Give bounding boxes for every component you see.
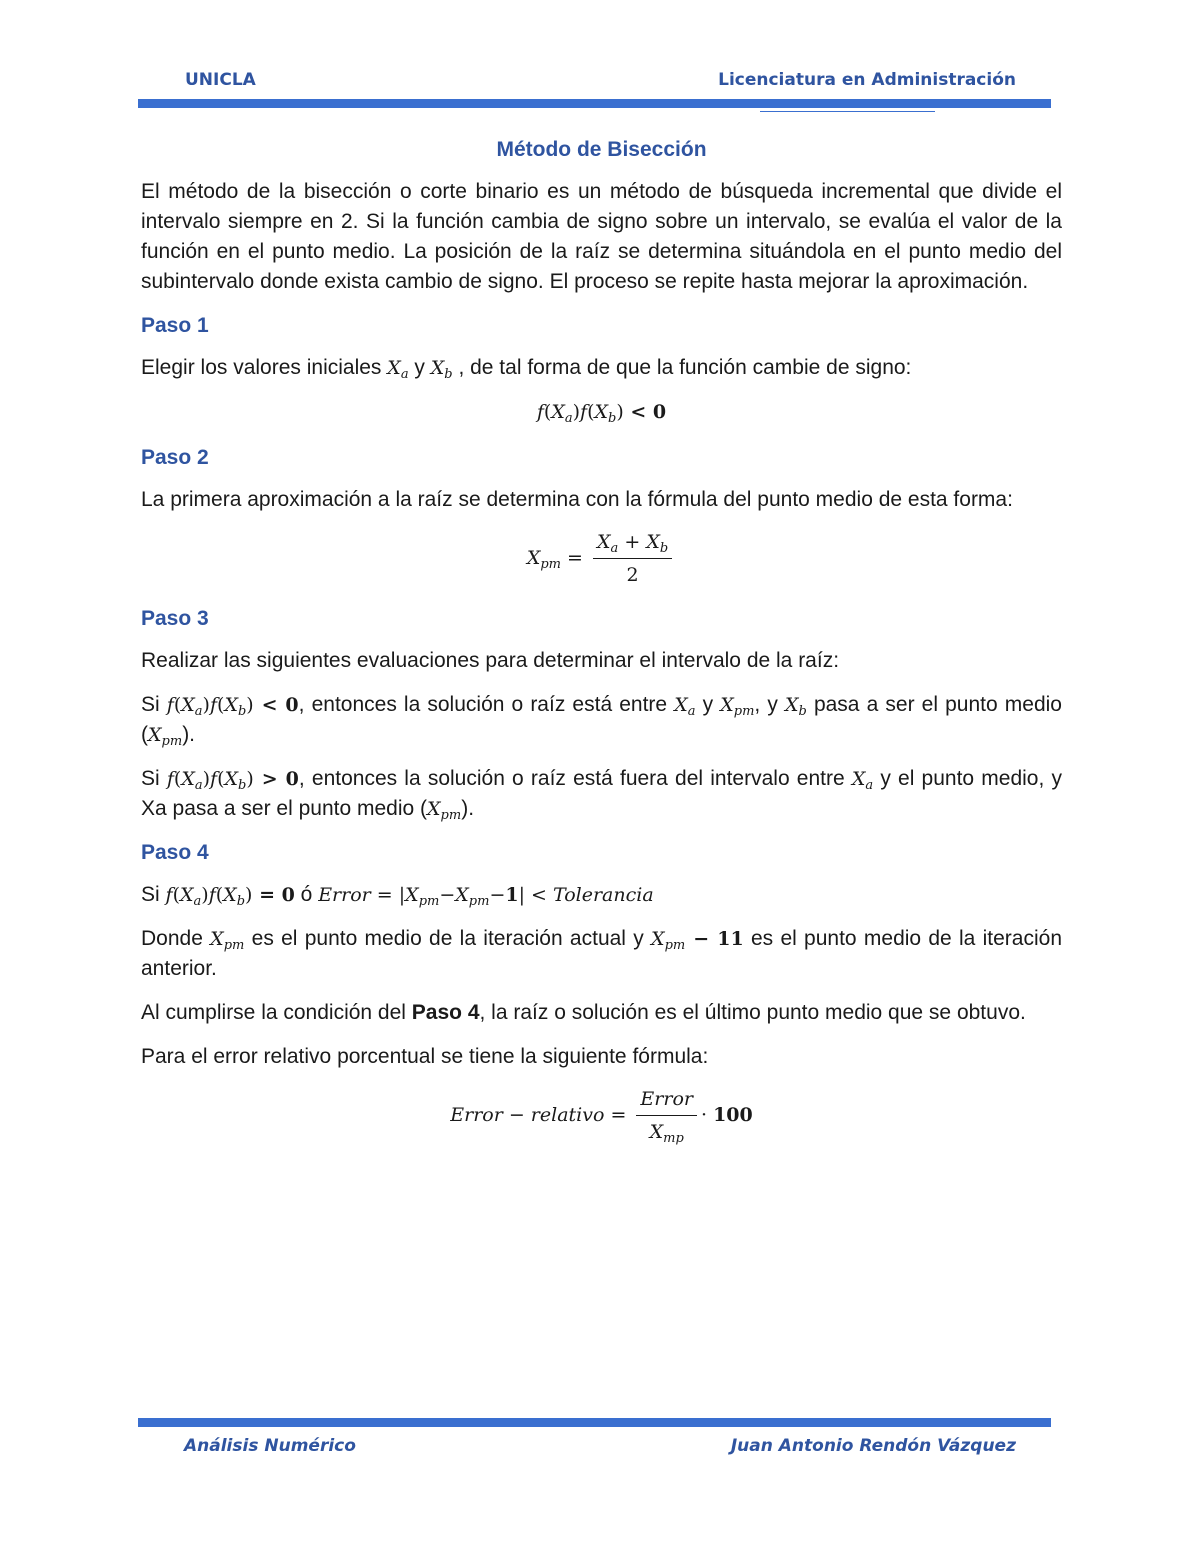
footer-rule-thin bbox=[458, 1421, 661, 1422]
footer-right: Juan Antonio Rendón Vázquez bbox=[730, 1436, 1016, 1456]
intro-paragraph: El método de la bisección o corte binario es un método de búsqueda incremental que divide el intervalo siempre en 2. Si la función cambia de signo sobre un intervalo, se evalúa el valor de la función en el punto medio. La posición de la raíz se determina situándola en el punto medio del subintervalo donde exista cambio de signo. El proceso se repite hasta mejorar la aproximación. bbox=[141, 180, 1062, 293]
step-4-condition: Si $f(X_a)f(X_b) = 0$ ó Error = $|X_{pm}-X_{pm}-1|$ < Tolerancia bbox=[141, 883, 654, 909]
step-3-heading: Paso 3 bbox=[141, 607, 209, 630]
header-left: UNICLA bbox=[185, 70, 256, 90]
step-4-conclusion: Al cumplirse la condición del Paso 4, la raíz o solución es el último punto medio que se obtuvo. bbox=[141, 1001, 1026, 1024]
relative-error-formula: Error − relativo = $\frac{\text{Error}}{X_{mp}}$ · 100 bbox=[450, 1088, 753, 1146]
header-right: Licenciatura en Administración bbox=[718, 70, 1016, 90]
step-4-where: Donde $X_{pm}$ es el punto medio de la iteración actual y $X_{pm} - 11$ es el punto medio de la iteración anterior. bbox=[141, 927, 1063, 980]
step-1-equation: $f(X_a)f(X_b) < 0$ bbox=[536, 401, 667, 426]
step-2-text: La primera aproximación a la raíz se determina con la fórmula del punto medio de esta forma: bbox=[141, 488, 1013, 511]
step-4-heading: Paso 4 bbox=[141, 841, 209, 864]
header-rule bbox=[138, 99, 1051, 108]
midpoint-formula: $X_{pm}$ = $\frac{X_a + X_b}{2}$ bbox=[141, 529, 1062, 588]
step-3-text: Realizar las siguientes evaluaciones para determinar el intervalo de la raíz: bbox=[141, 649, 840, 672]
step-3-case-positive: Si $f(X_a)f(X_b) > 0$, entonces la solución o raíz está fuera del intervalo entre $X_a$ y el punto medio, y Xa pasa a ser el punto medio $(X_{pm})$. bbox=[141, 767, 1062, 823]
step-1-heading: Paso 1 bbox=[141, 314, 209, 337]
document-body bbox=[141, 135, 1062, 1161]
relative-error-text: Para el error relativo porcentual se tiene la siguiente fórmula: bbox=[141, 1045, 709, 1068]
step-3-case-negative: Si $f(X_a)f(X_b) < 0$, entonces la solución o raíz está entre $X_a$ y $X_{pm}$, y $X_b$ pasa a ser el punto medio $(X_{pm})$. bbox=[141, 693, 1062, 749]
header-rule-thin bbox=[760, 111, 935, 112]
footer-left: Análisis Numérico bbox=[184, 1436, 356, 1456]
document-title: Método de Bisección bbox=[496, 138, 707, 161]
step-1-text: Elegir los valores iniciales $X_a$ y $X_b$ , de tal forma de que la función cambie de signo: bbox=[141, 356, 912, 382]
step-2-heading: Paso 2 bbox=[141, 446, 209, 469]
footer-rule bbox=[138, 1418, 1051, 1427]
